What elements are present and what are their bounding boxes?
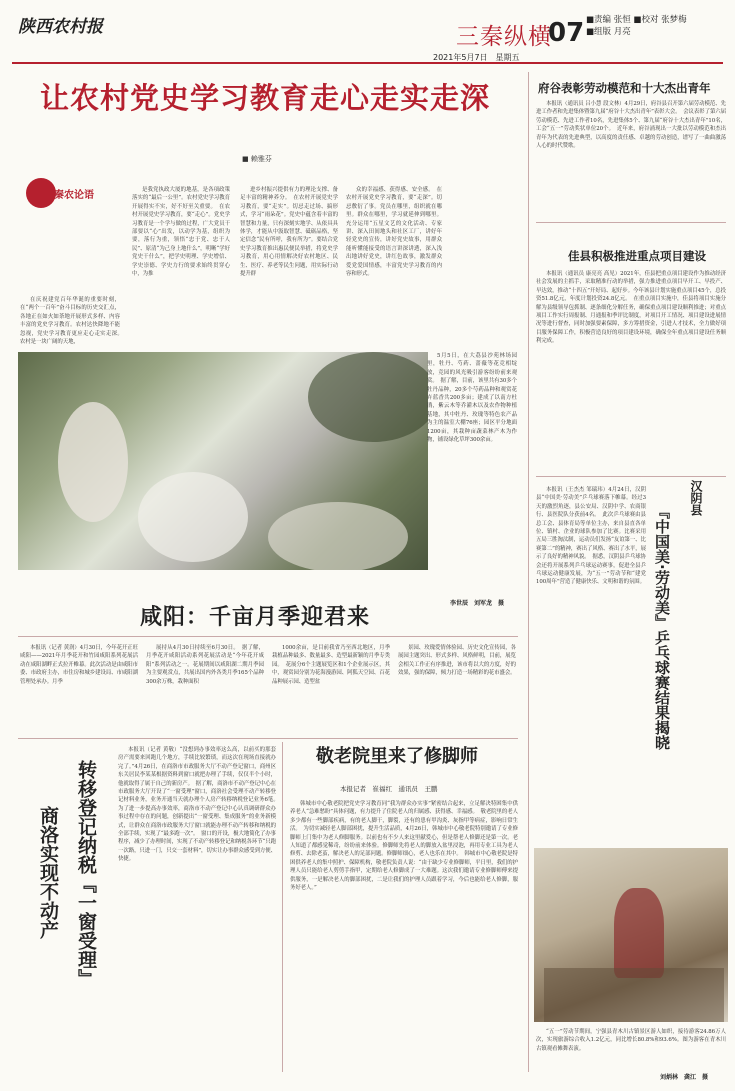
transfer-body: 本报讯（记者 黄敬）“没想到办事效率这么高，以前买的那套房产需要来回跑几个地方，手续比较繁琐，而这次在现场直接就办完了。”4月26日，在商洛市市政服务大厅不动产登记窗口，商州区东关居民李某某根据资料到窗口就把办理了手续，仅仅半个小时，他就取得了属于自己的新房产。 据了解，商洛市不动产登记中心在市政服务大厅开设了“一窗受理”窗口，商洛社会受理不动产转移登记材料业务，业务开通当天就办理个人房产转移纳税登记业务6笔。 为了进一步提高办事效率，商洛市不动产登记中心认真调研群众办事过程中存在的问题，创新提出“一窗受理、集成服务”的业务新模式，让群众在商洛市政服务大厅窗口就能办理不动产转移和纳税的全部手续，实现了“最多跑一次”。 窗口的开设，极大地简化了办事程序，减少了办理时间，实现了不动产转移登记和纳税各环节“只跑一次路，只进一门，只交一套材料”，切实让办事群众感受到方便、快捷。 <box>118 747 282 863</box>
folk-photo-caption: “五一”劳动节期间，宁强县青木川古镇景区游人如织，接待游客24.86万人次，实现旅游综合收入1.2亿元，同比增长80.8%和93.6%。图为游客在青木川古镇观看傩舞表演。 <box>536 1029 726 1052</box>
issue-date: 2021年5月7日 星期五 <box>433 53 520 62</box>
section-name: 三秦纵横 <box>456 24 552 50</box>
transfer-title-line-1: 转移登记纳税『一窗受理』 <box>75 760 97 988</box>
xianyang-headline: 咸阳：千亩月季迎君来 <box>140 605 371 630</box>
photo-performer <box>614 888 664 978</box>
xianyang-col-1: 本报讯（记者 黄润）4月30日，今年花开正旺咸阳——2021年月季花开和竹园咸阳系列花展活动在咸阳湖畔正式拉开帷幕。此次活动是由咸阳市委、市政府主办，市住房和城乡建设局、市咸阳湖管理处承办。月季 <box>20 645 138 685</box>
divider <box>528 72 529 1072</box>
lead-byline: ■ 赖雅芬 <box>242 155 272 163</box>
lead-col-2: 是我党执政大厦的地基，是各项政策落实的“最后一公里”。农村党史学习教育开展得实不实，好不好至关重要。 在农村开展党史学习教育，要“走心”。党史学习教育是一个学与做的过程，广大党员干部要以“心”出发，以动学为基，组织为要，落行为重，领悟“忠于党、忠于人民”、原清“为己身上地什么”，明晰“学好党史干什么”，把学史明理、学史增信、学史崇德、学史力行的要求始终贯穿心中，为推 <box>132 187 230 278</box>
lead-headline: 让农村党史学习教育走心走实走深 <box>40 81 491 115</box>
editors-line-2: ■组版 月亮 <box>586 27 631 37</box>
nursing-byline: 本报记者 崔福红 通讯员 王鹏 <box>340 785 438 793</box>
masthead-logo: 陕西农村报 <box>18 17 103 37</box>
divider <box>18 636 518 637</box>
page-number: 07 <box>548 18 585 48</box>
column-logo-mark-icon <box>26 178 56 208</box>
photo-flowers <box>138 472 248 562</box>
jiaxian-headline: 佳县积极推进重点项目建设 <box>568 249 706 263</box>
photo-flowers <box>268 502 408 570</box>
folk-photo-credit: 刘炳林 龚江 摄 <box>660 1074 709 1081</box>
nursing-headline: 敬老院里来了修脚师 <box>316 746 478 767</box>
xianyang-col-2: 展持从4月30日持续至6月30日。 据了解，月季花开咸阳活动系列花展活动是“今年花开咸阳”系列活动之一。花展期间以咸阳湖二期月季园为主要观赏点，共展出国内外各类月季165个品种300余万株，栽种面积 <box>146 645 264 685</box>
jiaxian-body: 本报讯（通讯员 康亮亮 高见）2021年，佳县把重点项目建设作为推动经济社会发展的主抓手，采取精准行动的举措，强力推进重点项目早开工、早投产、早达效，推动“十四五”开好局、起好步。今年该县计划实施重点项目45个，总投资51.8亿元，年度计划投资24.8亿元。 在重点项目实施中，佳县将项目实施分解为县级领导包抓制、逐条细化分解任务，确保重点项目建设顺利推进；对重点项目工作实行周报制、月通报和季评比制度，对项目开工情况、项目建设进展情况等进行督查，同时加强要素保障，多方筹措资金，引进人才技术，全力做好项目服务保障工作，积极营造良好的项目建设环境，确保全年重点项目建设任务顺利完成。 <box>536 271 726 345</box>
photo-figure <box>58 402 128 522</box>
fugu-body: 本报讯（通讯员 吕小慧 段文林）4月29日，府谷县召开第六届劳动模范、先进工作者和先进集体暨第九届“府谷十大杰出青年”表彰大会。 会议表彰了第六届劳动模范、先进工作者10名，先进集体5个、第九届“府谷十大杰出青年”10名，工会“五一”劳动奖状单位20个。 近年来，府谷涌现出一大批以劳动模范和杰出青年为代表的先进典型，以高度的责任感、卓越的劳动创造，谱写了一曲曲激荡人心的时代赞歌。 <box>536 101 726 150</box>
photo-trees <box>308 352 428 442</box>
header-rule <box>12 62 723 64</box>
hanyin-headline: 『中国美·劳动美』乒乓球赛结果揭晓 <box>653 504 671 750</box>
divider <box>282 742 283 1072</box>
editors-box <box>586 14 687 38</box>
flower-garden-photo <box>18 352 428 570</box>
divider <box>18 738 518 739</box>
lead-col-4: 众的幸福感、获得感、安全感。 在农村开展党史学习教育，要“走深”。切忌敷衍了事。党员在哪里，组织就在哪里。群众在哪里，学习就延伸到哪里。充分运用“五星文艺的文化活动、专家讲、深入田间地头和社区工厂，讲好年轻党史的宣传，讲好党史故事，用群众能听懂能接受的语言讲深讲透，深入浅出地讲好党史，讲红色故事，激发群众爱党爱国情感，丰富党史学习教育的内容和形式。 <box>346 187 442 278</box>
xianyang-col-3: 1000余亩，是目前我省乃至西北地区，月季栽植品种最多、数量最多、造型最新颖的月季专类园。 花展分6个主题展览区和1个企业展示区，其中，观赏园分别为花海漫游园、阿狐天空园、百花品种展示园、造型盆 <box>272 645 390 685</box>
divider <box>536 476 726 477</box>
divider <box>536 222 726 223</box>
editors-line-1: ■责编 张恒 ■校对 张梦梅 <box>586 15 687 25</box>
folk-dance-photo <box>534 848 728 1022</box>
hanyin-place: 汉阴县 <box>689 480 703 516</box>
flower-photo-caption: 5月5日，在大荔县沙苑林场园里，牡丹、芍药、蔷薇等花竞相绽放，竞园的风光吸引游客纷纷前来观赏。 据了解，目前，该里共有30多个牡丹品种，20多个芍药品种和观赏花卉蓝香共200多亩；建成了以南方杜鹃，紫云木等乔灌木以及农作物种植基地，其中牡丹、玫瑰等特色农产品为主的温室大棚76座；园区平分地面1200亩，其栽种亩蔬菜林产木为作物，铺设绿化草坪300余亩。 <box>427 353 517 444</box>
flower-photo-credit: 李世辰 刘军龙 摄 <box>450 600 505 607</box>
nursing-body: 韩城市中心敬老院把党史学习教育同“我为群众办实事”紧密结合起来，立足解决特困集中供养老人“急难愁盼”具体问题，有力提升了住院老人的归属感、获得感、幸福感。 敬老院里的老人多少都有一些脚部疾病，有的老人脚干，脚裂，还有的患有甲沟炎、灰指甲等病症，影响日常生活。 为切实减轻老人脚部困扰，提升生活品质，4月26日，韩城市中心敬老院特别邀请了专业修脚师上门集中为老人修脚服务。以前也有不少人来这里献爱心，但是帮老人修脚还是第一次。老人知道了都感觉稀奇，纷纷前来体验。修脚师先将老人的脚放入盆里浸泡，再用专业工具为老人修剪、去除老茧，解决老人的足部问题。修脚师细心，老人也乐在其中。 韩城市中心敬老院是特困供养老人的集中照护、保障机构，敬老院负责人说：“由于缺少专业修脚师，平日里，我们的护理人员只能给老人剪剪手指甲，定期给老人修脚成了一大难题。这次我们邀请专业修脚师傅来提供服务，一是解决老人的脚部困扰，二是让我们的护理人员跟着学习，今后也能给老人修脚，服务好老人。” <box>290 801 518 892</box>
column-logo <box>26 178 104 210</box>
column-logo-text: 秦农论语 <box>54 190 94 201</box>
lead-col-1: 在庆祝建党百年华诞的重要时刻，在“两个一百年”奋斗目标的历史交汇点，各地正在如火如荼地开展形式多样、内容丰富的党史学习教育。农村达快降地不能忽视，党史学习教育更应走心走实走深。 农村是一块广阔的天地， <box>20 297 126 346</box>
transfer-title-line-2: 商洛实现不动产 <box>37 806 59 939</box>
lead-col-3: 进乡村振兴提供有力的理论支撑、备足丰富的精神养分。 在农村开展党史学习教育，要“走实”。切忌走过场、搞形式，学习“雨朵花”。党史中蕴含着丰富的智慧和力量，只有深刻实地学、从依具具体学，才能从中汲取智慧、砥砺品格，坚定信念“民有所呼，我有所为”。要结合党史学习教育推出惠民便民举措，将党史学习教育，用心用情解决好农村地区、民生、医疗、养老等民生问题，用实际行动提升群 <box>240 187 338 278</box>
fugu-headline: 府谷表彰劳动模范和十大杰出青年 <box>538 81 711 95</box>
hanyin-body: 本报讯（王杰杰 邹瑞玮）4月24日，汉阴县“中国美·劳动美”乒乓球赛落下帷幕。经过3天的激烈角逐，县公安局、汉阴中学、农商银行、县医院队分获前4名。 此次乒乓球赛由县总工会、县体育局等单位主办，来自县直各单位、镇村、企业的球队参加了比赛。比赛采用五局三胜淘汰制，运动员们发扬“友谊第一、比赛第二”的精神，赛出了风格、赛出了水平，展示了良好的精神风貌。 据悉，汉阴县乒乓球协会还将开展系列乒乓球运动赛事，促进全县乒乓球运动健康发展，为“五一”劳动节和“建党100周年”营造了健康快乐、文明和谐的氛围。 <box>536 487 646 586</box>
photo-crowd <box>544 968 724 1022</box>
xianyang-col-4: 景园、玫瑰爱情体验园、历史文化宣传园，各展园主题突出、形式多样、风格鲜明，目前，展览会相关工作正有序推进，该市将以大的方度，好的效果，强的保障，倾力打造一场精彩的花市盛会。 <box>398 645 516 677</box>
